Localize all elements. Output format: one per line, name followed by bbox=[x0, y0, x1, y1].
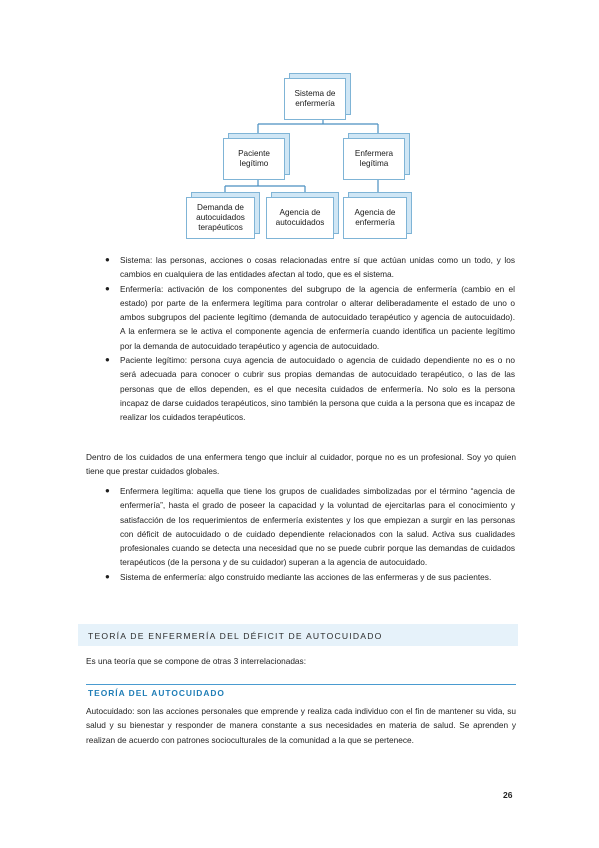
list-item: ● Paciente legítimo: persona cuya agencia de autocuidado o agencia de cuidado dependiente no es o no será adecuada para conocer o cubrir sus propias demandas de autocuidado terapéutico, o las de las personas que de ellos dependen, es el que necesita cuidados de enfermería. No solo es la persona incapaz de darse cuidados terapéuticos, sino también la persona que cuida a la persona que es incapaz de realizar los cuidados terapéuticos. bbox=[105, 355, 515, 423]
list-item: ● Sistema de enfermería: algo construido mediante las acciones de las enfermeras y de sus pacientes. bbox=[105, 570, 515, 584]
bullet-icon: ● bbox=[105, 355, 110, 365]
list-item: ● Enfermería: activación de los componentes del subgrupo de la agencia de enfermería (cambio en el estado) por parte de la enfermera legítima para controlar o alterar deliberadamente el estado de uno o ambos subgrupos del paciente legítimo (demanda de autocuidado terapéutico y agencia de autocuidado). A la enfermera se le activa el componente agencia de enfermería cuando identifica un paciente legítimo por la demanda de autocuidado terapéutico y agencia de autocuidado. bbox=[105, 283, 515, 351]
section-intro: Es una teoría que se compone de otras 3 interrelacionadas: bbox=[86, 656, 307, 666]
diagram-node-enfermera: Enfermera legítima bbox=[343, 138, 405, 180]
diagram-node-sistema: Sistema de enfermería bbox=[284, 78, 346, 120]
diagram-node-paciente: Paciente legítimo bbox=[223, 138, 285, 180]
subsection-title: TEORÍA DEL AUTOCUIDADO bbox=[88, 688, 225, 698]
definitions-list-2 bbox=[105, 484, 515, 584]
definitions-list-1 bbox=[105, 253, 515, 425]
paragraph-cuidador: Dentro de los cuidados de una enfermera tengo que incluir al cuidador, porque no es un profesional. Soy yo quien tiene que prestar cuidados globales. bbox=[86, 452, 516, 477]
bullet-icon: ● bbox=[105, 486, 110, 495]
section-title: TEORÍA DE ENFERMERÍA DEL DÉFICIT DE AUTOCUIDADO bbox=[88, 631, 383, 641]
bullet-icon: ● bbox=[105, 283, 110, 293]
list-item: ● Enfermera legítima: aquella que tiene los grupos de cualidades simbolizadas por el término “agencia de enfermería”, hasta el grado de poseer la capacidad y la voluntad de ejercitarlas para el conocimiento y satisfacción de los requerimientos de enfermería existentes y los que empiezan a surgir en las personas con déficit de autocuidado o de cuidado dependiente relacionados con la salud. Activa sus cualidades profesionales cuando se detecta una necesidad que no se puede cubrir porque las demandas de cuidados terapéuticos (de la persona y de su cuidador) superan a la agencia de autocuidado. bbox=[105, 486, 515, 568]
org-diagram bbox=[0, 0, 599, 250]
bullet-icon: ● bbox=[105, 571, 110, 581]
page-number: 26 bbox=[503, 790, 513, 800]
subsection-text: Autocuidado: son las acciones personales que emprende y realiza cada individuo con el fin de mantener su vida, su salud y su bienestar y responder de manera constante a sus necesidades en materia de salud. Se aprenden y realizan de acuerdo con patrones socioculturales de la comunidad a la que se pertenece. bbox=[86, 706, 516, 745]
bullet-icon: ● bbox=[105, 255, 110, 264]
diagram-node-demanda: Demanda de autocuidados terapéuticos bbox=[186, 197, 255, 239]
diagram-node-agencia-autocuidados: Agencia de autocuidados bbox=[266, 197, 334, 239]
subsection-rule bbox=[86, 684, 516, 685]
list-item: ● Sistema: las personas, acciones o cosas relacionadas entre sí que actúan unidas como un todo, y los cambios en cualquiera de las entidades afectan al todo, que es el sistema. bbox=[105, 255, 515, 280]
diagram-node-agencia-enfermeria: Agencia de enfermería bbox=[343, 197, 407, 239]
